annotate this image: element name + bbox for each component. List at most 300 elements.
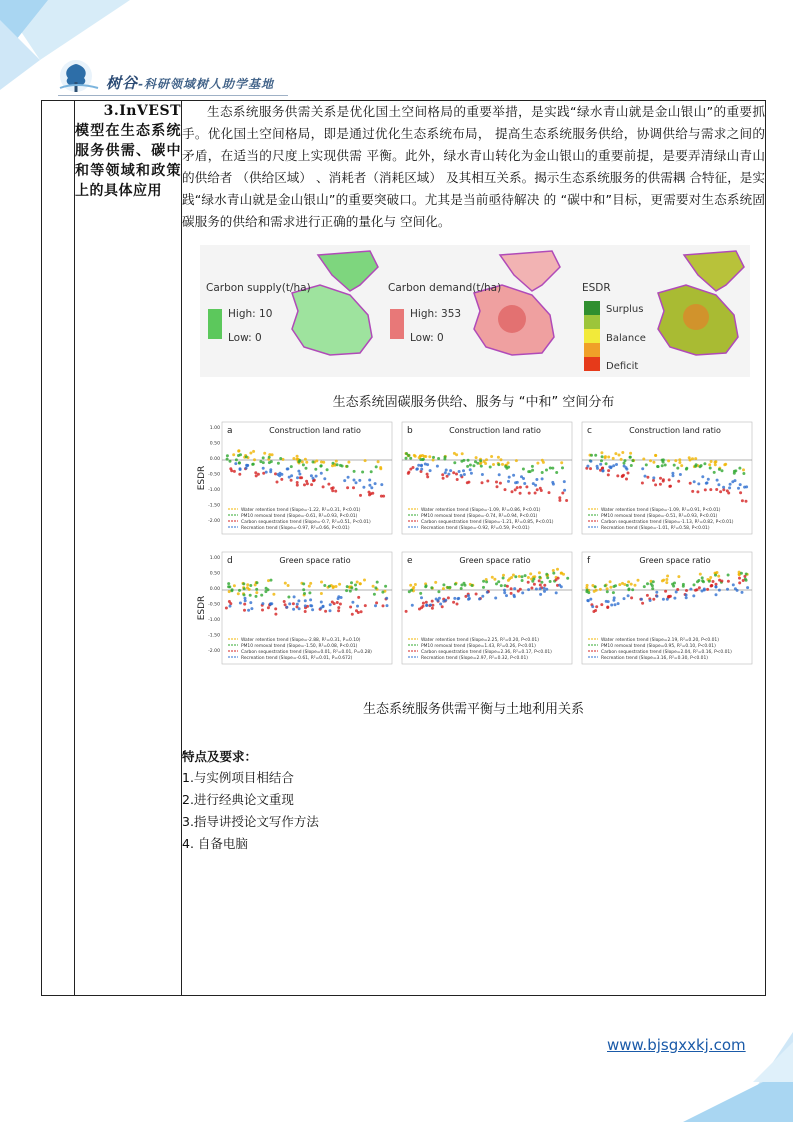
scatter-point (227, 582, 230, 585)
scatter-point (543, 590, 546, 593)
scatter-point (510, 587, 513, 590)
scatter-point (438, 597, 441, 600)
scatter-point (455, 453, 458, 456)
scatter-point (475, 593, 478, 596)
legend-entry: Water retention trend (Slope=-1.09, R²=0.86, P<0.01) (421, 508, 541, 513)
scatter-point (485, 458, 488, 461)
scatter-point (296, 481, 299, 484)
scatter-point (673, 464, 676, 467)
scatter-point (356, 605, 359, 608)
scatter-point (233, 470, 236, 473)
scatter-point (376, 581, 379, 584)
panel-letter: b (407, 426, 413, 436)
scatter-point (332, 585, 335, 588)
scatter-point (469, 468, 472, 471)
scatter-point (626, 584, 629, 587)
legend-entry: Recreation trend (Slope=-0.92, R²=0.59, P<0.01) (421, 526, 530, 531)
scatter-point (305, 461, 308, 464)
scatter-point (742, 472, 745, 475)
y-tick-label: 0.50 (209, 571, 220, 577)
scatter-point (497, 456, 500, 459)
scatter-point (606, 587, 609, 590)
scatter-point (610, 604, 613, 607)
scatter-point (269, 468, 272, 471)
scatter-point (249, 452, 252, 455)
scatter-point (693, 583, 696, 586)
scatter-point (287, 584, 290, 587)
scatter-point (346, 585, 349, 588)
scatter-point (355, 609, 358, 612)
scatter-point (336, 601, 339, 604)
scatter-point (261, 602, 264, 605)
scatter-point (466, 465, 469, 468)
y-tick-label: 1.00 (209, 426, 220, 431)
scatter-point (251, 463, 254, 466)
scatter-point (492, 463, 495, 466)
scatter-point (358, 479, 361, 482)
scatter-point (677, 575, 680, 578)
scatter-point (420, 464, 423, 467)
scatter-point (306, 482, 309, 485)
legend-entry: Carbon sequestration trend (Slope=-0.7, R²=0.51, P<0.01) (241, 520, 371, 525)
brand-tagline: -科研领域树人助学基地 (138, 77, 274, 91)
legend-entry: Water retention trend (Slope=-1.22, R²=0.31, P<0.01) (241, 508, 361, 513)
scatter-point (447, 596, 450, 599)
scatter-point (596, 465, 599, 468)
scatter-point (256, 581, 259, 584)
scatter-point (664, 464, 667, 467)
scatter-point (415, 468, 418, 471)
scatter-point (419, 592, 422, 595)
scatter-point (511, 490, 514, 493)
scatter-point (464, 584, 467, 587)
scatter-point (377, 460, 380, 463)
scatter-point (274, 607, 277, 610)
scatter-point (460, 460, 463, 463)
scatter-point (734, 587, 737, 590)
scatter-point (232, 453, 235, 456)
scatter-point (549, 580, 552, 583)
legend-entry: PM10 removal trend (Slope=-0.61, R²=0.93, P<0.01) (241, 514, 358, 519)
scatter-point (546, 576, 549, 579)
scatter-point (710, 460, 713, 463)
scatter-point (627, 594, 630, 597)
scatter-point (591, 605, 594, 608)
scatter-point (551, 467, 554, 470)
scatter-point (607, 600, 610, 603)
scatter-point (228, 590, 231, 593)
scatter-point (261, 609, 264, 612)
scatter-point (467, 594, 470, 597)
scatter-point (607, 469, 610, 472)
scatter-point (594, 454, 597, 457)
panel-title: Construction land ratio (629, 426, 721, 435)
scatter-point (609, 580, 612, 583)
supply-high: High: 10 (228, 308, 273, 320)
scatter-point (370, 486, 373, 489)
scatter-point (350, 581, 353, 584)
scatter-point (507, 466, 510, 469)
scatter-point (604, 584, 607, 587)
scatter-point (279, 457, 282, 460)
scatter-point (425, 604, 428, 607)
index-cell (42, 101, 75, 996)
y-tick-label: -1.00 (208, 618, 220, 623)
scatter-point (518, 575, 521, 578)
scatter-point (556, 568, 559, 571)
scatter-point (260, 594, 263, 597)
scatter-point (519, 588, 522, 591)
scatter-point (558, 496, 561, 499)
scatter-point (351, 601, 354, 604)
scatter-point (331, 601, 334, 604)
scatter-point (714, 574, 717, 577)
scatter-point (737, 487, 740, 490)
scatter-point (733, 470, 736, 473)
scatter-point (296, 455, 299, 458)
scatter-point (538, 571, 541, 574)
scatter-point (255, 591, 258, 594)
scatter-point (455, 473, 458, 476)
website-link[interactable]: www.bjsgxxkj.com (607, 1036, 746, 1054)
scatter-point (662, 478, 665, 481)
scatter-point (555, 471, 558, 474)
scatter-point (738, 467, 741, 470)
scatter-point (405, 457, 408, 460)
scatter-point (308, 585, 311, 588)
legend-entry: PM10 removal trend (Slope=0.95, R²=0.10, P<0.01) (601, 644, 716, 649)
legend-entry: Water retention trend (Slope=-2.88, R²=0.31, P=0.10) (241, 638, 361, 643)
scatter-point (323, 477, 326, 480)
scatter-point (590, 454, 593, 457)
scatter-point (662, 598, 665, 601)
scatter-point (329, 603, 332, 606)
scatter-point (302, 463, 305, 466)
scatter-point (471, 584, 474, 587)
scatter-point (522, 468, 525, 471)
scatter-point (677, 480, 680, 483)
scatter-point (481, 595, 484, 598)
scatter-point (625, 466, 628, 469)
scatter-point (742, 468, 745, 471)
scatter-point (431, 607, 434, 610)
scatter-point (541, 471, 544, 474)
scatter-point (461, 452, 464, 455)
scatter-point (646, 582, 649, 585)
scatter-point (304, 610, 307, 613)
scatter-point (352, 486, 355, 489)
scatter-point (296, 476, 299, 479)
scatter-point (292, 602, 295, 605)
scatter-point (349, 606, 352, 609)
scatter-point (496, 485, 499, 488)
scatter-point (231, 588, 234, 591)
scatter-point (303, 483, 306, 486)
scatter-point (637, 579, 640, 582)
scatter-point (595, 605, 598, 608)
scatter-point (519, 486, 522, 489)
scatter-point (718, 589, 721, 592)
scatter-point (412, 466, 415, 469)
scatter-point (274, 613, 277, 616)
scatter-point (491, 576, 494, 579)
scatter-point (707, 478, 710, 481)
figure2-caption: 生态系统服务供需平衡与土地利用关系 (362, 702, 584, 717)
scatter-point (284, 582, 287, 585)
scatter-point (373, 593, 376, 596)
scatter-point (357, 596, 360, 599)
scatter-point (226, 458, 229, 461)
scatter-point (319, 607, 322, 610)
scatter-point (502, 577, 505, 580)
scatter-point (599, 588, 602, 591)
scatter-point (542, 461, 545, 464)
scatter-point (249, 594, 252, 597)
scatter-point (284, 603, 287, 606)
scatter-point (506, 585, 509, 588)
scatter-point (703, 462, 706, 465)
scatter-point (355, 481, 358, 484)
scatter-point (329, 609, 332, 612)
scatter-point (652, 580, 655, 583)
scatter-point (364, 604, 367, 607)
scatter-point (486, 591, 489, 594)
features-list (182, 767, 765, 855)
scatter-point (664, 590, 667, 593)
esdr-surplus: Surplus (606, 304, 644, 315)
feature-item: 4. 自备电脑 (182, 836, 248, 851)
scatter-point (322, 485, 325, 488)
scatter-point (613, 596, 616, 599)
scatter-point (436, 465, 439, 468)
scatter-point (720, 580, 723, 583)
scatter-point (442, 587, 445, 590)
scatter-point (508, 476, 511, 479)
header-divider (58, 95, 288, 96)
scatter-point (602, 469, 605, 472)
scatter-point (708, 580, 711, 583)
scatter-point (524, 574, 527, 577)
scatter-point (346, 465, 349, 468)
legend-entry: Water retention trend (Slope=-1.09, R²=0.91, P<0.01) (601, 508, 721, 513)
brand-text (106, 72, 274, 93)
scatter-point (380, 495, 383, 498)
scatter-point (339, 603, 342, 606)
y-tick-label: -1.00 (208, 488, 220, 493)
scatter-point (593, 590, 596, 593)
scatter-point (444, 471, 447, 474)
scatter-point (249, 584, 252, 587)
scatter-point (606, 606, 609, 609)
scatter-point (543, 584, 546, 587)
scatter-point (249, 601, 252, 604)
scatter-point (563, 489, 566, 492)
scatter-point (695, 463, 698, 466)
scatter-point (360, 610, 363, 613)
scatter-point (655, 591, 658, 594)
scatter-point (563, 480, 566, 483)
scatter-point (523, 482, 526, 485)
scatter-point (605, 462, 608, 465)
legend-entry: Water retention trend (Slope=2.25, R²=0.20, P<0.01) (421, 638, 539, 643)
scatter-point (288, 476, 291, 479)
scatter-point (668, 478, 671, 481)
scatter-point (272, 593, 275, 596)
scatter-point (369, 492, 372, 495)
scatter-point (238, 589, 241, 592)
scatter-point (705, 482, 708, 485)
scatter-point (290, 479, 293, 482)
panel-letter: d (227, 556, 233, 566)
scatter-point (263, 452, 266, 455)
scatter-point (599, 463, 602, 466)
scatter-point (586, 589, 589, 592)
features-title: 特点及要求： (182, 749, 258, 764)
legend-entry: Carbon sequestration trend (Slope=2.04, R²=0.16, P<0.01) (601, 650, 732, 655)
scatter-point (525, 485, 528, 488)
scatter-point (672, 585, 675, 588)
scatter-point (654, 454, 657, 457)
scatter-point (533, 583, 536, 586)
scatter-point (560, 461, 563, 464)
scatter-point (346, 486, 349, 489)
scatter-point (503, 591, 506, 594)
scatter-point (362, 486, 365, 489)
scatter-point (354, 584, 357, 587)
scatter-point (678, 458, 681, 461)
scatter-point (665, 578, 668, 581)
scatter-point (242, 582, 245, 585)
scatter-point (255, 588, 258, 591)
scatter-point (529, 470, 532, 473)
scatter-point (672, 474, 675, 477)
scatter-point (548, 491, 551, 494)
scatter-point (230, 469, 233, 472)
scatter-point (264, 590, 267, 593)
scatter-point (671, 472, 674, 475)
scatter-point (673, 597, 676, 600)
scatter-point (484, 462, 487, 465)
scatter-point (239, 602, 242, 605)
scatter-point (668, 485, 671, 488)
scatter-point (407, 472, 410, 475)
scatter-point (312, 461, 315, 464)
scatter-point (534, 492, 537, 495)
scatter-point (601, 467, 604, 470)
scatter-point (678, 461, 681, 464)
scatter-point (654, 483, 657, 486)
scatter-point (298, 607, 301, 610)
scatter-point (694, 457, 697, 460)
scatter-point (303, 592, 306, 595)
scatter-point (480, 465, 483, 468)
demand-high: High: 353 (410, 308, 462, 320)
scatter-point (475, 456, 478, 459)
scatter-point (309, 598, 312, 601)
scatter-point (370, 470, 373, 473)
figure1-caption: 生态系统固碳服务供给、服务与 “中和” 空间分布 (332, 395, 615, 410)
scatter-point (746, 586, 749, 589)
scatter-point (659, 477, 662, 480)
y-axis-label: ESDR (197, 595, 207, 621)
scatter-point (522, 477, 525, 480)
scatter-point (679, 473, 682, 476)
scatter-point (675, 591, 678, 594)
scatter-point (467, 598, 470, 601)
scatter-point (442, 600, 445, 603)
scatter-point (715, 488, 718, 491)
scatter-point (297, 599, 300, 602)
scatter-point (229, 605, 232, 608)
scatter-point (234, 462, 237, 465)
scatter-point (527, 588, 530, 591)
scatter-panel-c (582, 422, 752, 534)
scatter-point (489, 466, 492, 469)
scatter-point (514, 481, 517, 484)
scatter-point (250, 607, 253, 610)
scatter-point (649, 459, 652, 462)
scatter-point (536, 462, 539, 465)
scatter-point (405, 610, 408, 613)
scatter-point (521, 591, 524, 594)
scatter-point (714, 463, 717, 466)
scatter-point (445, 469, 448, 472)
scatter-point (237, 454, 240, 457)
scatter-point (627, 472, 630, 475)
scatter-point (693, 480, 696, 483)
scatter-point (656, 465, 659, 468)
scatter-point (356, 581, 359, 584)
scatter-point (302, 588, 305, 591)
scatter-point (508, 577, 511, 580)
scatter-point (535, 478, 538, 481)
scatter-point (269, 602, 272, 605)
y-tick-label: 0.00 (209, 457, 220, 462)
scatter-point (652, 461, 655, 464)
feature-item: 1.与实例项目相结合 (182, 770, 294, 785)
scatter-point (727, 580, 730, 583)
scatter-point (501, 463, 504, 466)
scatter-point (745, 485, 748, 488)
scatter-point (297, 470, 300, 473)
scatter-point (345, 589, 348, 592)
legend-entry: PM10 removal trend (Slope=-0.51, R²=0.93, P<0.01) (601, 514, 718, 519)
scatter-point (308, 591, 311, 594)
scatter-point (717, 483, 720, 486)
scatter-panel-d (222, 552, 392, 664)
scatter-point (676, 588, 679, 591)
scatter-point (666, 598, 669, 601)
scatter-point (722, 486, 725, 489)
scatter-point (337, 609, 340, 612)
scatter-point (262, 467, 265, 470)
scatter-point (466, 481, 469, 484)
scatter-point (237, 592, 240, 595)
scatter-point (708, 463, 711, 466)
scatter-point (586, 584, 589, 587)
scatter-point (587, 599, 590, 602)
scatter-point (630, 464, 633, 467)
scatter-point (239, 468, 242, 471)
scatter-point (695, 588, 698, 591)
scatter-point (601, 455, 604, 458)
scatter-point (426, 473, 429, 476)
y-tick-label: 0.50 (209, 441, 220, 447)
scatter-point (656, 595, 659, 598)
scatter-point (545, 469, 548, 472)
demand-title: Carbon demand(t/ha) (388, 282, 502, 294)
scatter-point (642, 458, 645, 461)
